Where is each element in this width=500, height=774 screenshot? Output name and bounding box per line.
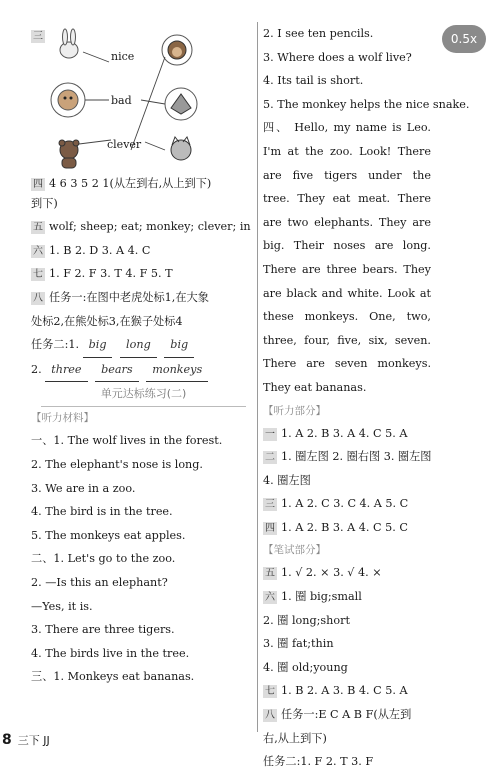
monkey-face-icon (51, 83, 85, 117)
page-footer (2, 732, 50, 748)
match-word-nice: nice (111, 50, 135, 63)
handwritten-word: big (164, 333, 194, 358)
written-part-heading: 【笔试部分】 (263, 544, 326, 557)
section-3-label: 三 (33, 31, 43, 42)
listening-2-answer: 1. 圈左图 2. 圈右图 3. 圈左图 (281, 450, 432, 464)
cat-icon (171, 137, 191, 160)
section-6-label: 六 (33, 245, 43, 257)
written-7-label: 七 (265, 686, 275, 698)
listening-2-row (263, 445, 491, 469)
match-word-clever: clever (107, 138, 142, 151)
listening-4-row (263, 516, 491, 540)
written-8-answer: 任务一:E C A B F(从左到 (281, 708, 412, 722)
text-line: 5. The monkey helps the nice snake. (263, 97, 470, 111)
handwritten-word: big (83, 333, 113, 358)
written-5-answer: 1. √ 2. × 3. √ 4. × (281, 566, 382, 580)
written-8-line-3: 任务二:1. F 2. T 3. F (263, 755, 374, 769)
text-line: 4. The birds live in the tree. (31, 646, 190, 660)
section-4-label: 四 (33, 179, 43, 190)
text-line: 3. There are three tigers. (31, 623, 175, 637)
page-number: 8 (2, 732, 12, 748)
text-line: 一、1. The wolf lives in the forest. (31, 434, 223, 448)
section-6-row (31, 239, 256, 263)
listening-1-answer: 1. A 2. B 3. A 4. C 5. A (281, 426, 408, 440)
written-7-answer: 1. B 2. A 3. B 4. C 5. A (281, 684, 408, 698)
text-line: —Yes, it is. (31, 599, 93, 613)
section-8-label: 八 (33, 292, 43, 304)
listening-material-heading: 【听力材料】 (31, 412, 94, 425)
text-line: 2. —Is this an elephant? (31, 575, 168, 589)
handwritten-word: long (120, 333, 157, 358)
written-8-row (263, 703, 491, 727)
monkey-icon (162, 35, 192, 65)
section-7-label: 七 (33, 269, 43, 281)
section-5-row (31, 215, 256, 239)
task-2-row-1 (31, 333, 256, 358)
written-8-label: 八 (265, 710, 275, 722)
written-5-label: 五 (265, 568, 275, 580)
listening-4-answer: 1. A 2. B 3. A 4. C 5. C (281, 520, 408, 534)
task-2-row-2 (31, 358, 256, 383)
handwritten-word: monkeys (146, 358, 208, 383)
text-line: 3. Where does a wolf live? (263, 50, 412, 64)
text-line: 三、1. Monkeys eat bananas. (31, 670, 195, 684)
listening-2-label: 二 (265, 452, 275, 464)
text-line: 4. Its tail is short. (263, 74, 364, 88)
handwritten-word: bears (95, 358, 139, 383)
listening-1-row (263, 422, 491, 446)
written-7-row (263, 679, 491, 703)
written-6-line-4: 4. 圈 old;young (263, 660, 348, 674)
reading-paragraph: 四、 Hello, my name is Leo. I'm at the zoo. Look! There are five tigers under the tree. They eat meat. There are two elephants. They are big. Their noses are long. There are three bears. They are black and white. Look at these monkeys. One, two, three, four, five, six, seven. There are seven monkeys. They eat bananas. (263, 121, 431, 394)
rabbit-icon (60, 29, 78, 58)
matching-figure (31, 22, 256, 172)
section-6-answer: 1. B 2. D 3. A 4. C (49, 243, 151, 257)
written-6-answer: 1. 圈 big;small (281, 590, 362, 604)
written-6-label: 六 (265, 592, 275, 604)
text-line: 4. The bird is in the tree. (31, 505, 173, 519)
section-8-row (31, 286, 256, 310)
written-6-line-3: 3. 圈 fat;thin (263, 637, 334, 651)
section-7-row (31, 262, 256, 286)
written-6-row (263, 585, 491, 609)
text-line: 二、1. Let's go to the zoo. (31, 552, 176, 566)
column-divider (257, 22, 258, 732)
task-2-label: 任务二:1. (31, 338, 80, 352)
section-4-answer: 4 6 3 5 2 1(从左到右,从上到下) (49, 177, 212, 190)
written-6-line-2: 2. 圈 long;short (263, 613, 350, 627)
task-2-num: 2. (31, 362, 42, 376)
section-8-line-1: 任务一:在图中老虎处标1,在大象 (49, 290, 209, 304)
match-word-bad: bad (111, 94, 132, 107)
text-line: 5. The monkeys eat apples. (31, 528, 186, 542)
bear-icon (59, 140, 79, 168)
section-5-answer: wolf; sheep; eat; monkey; clever; in (49, 220, 251, 234)
matching-exercise (31, 22, 256, 172)
listening-1-label: 一 (265, 428, 275, 440)
footer-text: 三下 JJ (17, 734, 50, 747)
left-column (31, 22, 256, 689)
listening-3-label: 三 (265, 499, 275, 511)
listening-3-row (263, 492, 491, 516)
section-7-answer: 1. F 2. F 3. T 4. F 5. T (49, 267, 173, 281)
playback-speed-button[interactable]: 0.5x (442, 25, 486, 53)
text-line: 2. I see ten pencils. (263, 27, 374, 40)
listening-2-cont: 4. 圈左图 (263, 473, 311, 487)
section-4-cont: 到下) (31, 196, 58, 210)
wolf-icon (165, 88, 197, 120)
text-line: 3. We are in a zoo. (31, 481, 136, 495)
section-5-label: 五 (33, 222, 43, 234)
section-8-line-2: 处标2,在熊处标3,在猴子处标4 (31, 314, 183, 328)
text-line: 2. The elephant's nose is long. (31, 457, 203, 471)
written-5-row (263, 561, 491, 585)
handwritten-word: three (45, 358, 87, 383)
written-8-line-2: 右,从上到下) (263, 731, 327, 745)
listening-3-answer: 1. A 2. C 3. C 4. A 5. C (281, 497, 409, 511)
listening-4-label: 四 (265, 522, 275, 534)
unit-title: 单元达标练习(二) (41, 382, 246, 407)
listening-part-heading: 【听力部分】 (263, 404, 326, 417)
right-column (263, 22, 491, 774)
